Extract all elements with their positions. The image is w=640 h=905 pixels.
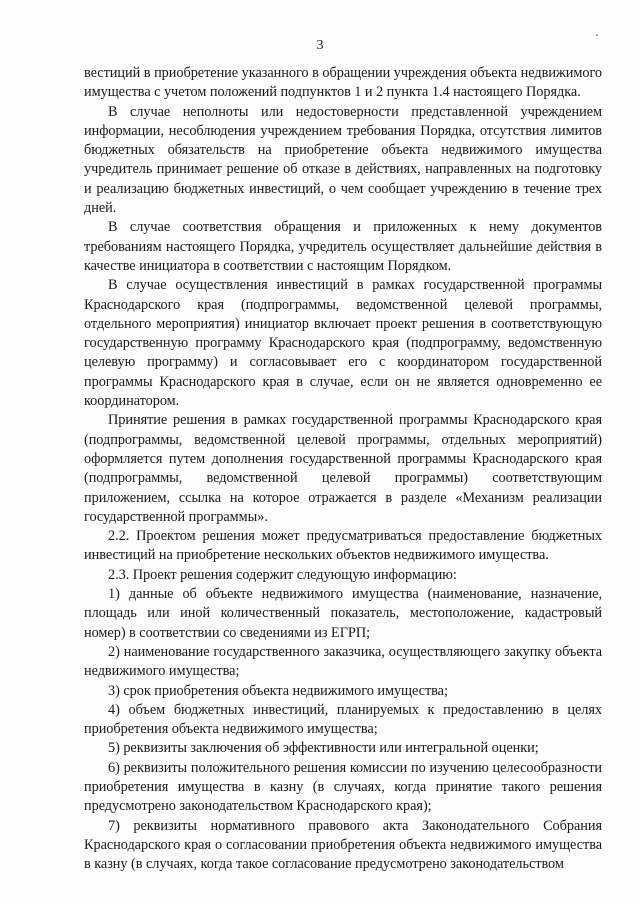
list-item-6: 6) реквизиты положительного решения комиссии по изучению целесообразности приобретения имущества в казну (в случаях, когда принятие такого решения предусмотрено законодательством Краснодарского края); [84, 759, 602, 815]
scan-speck [596, 34, 598, 36]
paragraph-state-program: В случае осуществления инвестиций в рамках государственной программы Краснодарского края (подпрограммы, ведомственной целевой программы, отдельного мероприятия) инициатор включает проект решения в соответствующую государственную программу Краснодарского края (подпрограмму, ведомственную целевую программу) и согласовывает его с координатором государственной программы Краснодарского края в случае, если он не является одновременно ее координатором. [84, 277, 602, 410]
list-item-7: 7) реквизиты нормативного правового акта Законодательного Собрания Краснодарского края о согласовании приобретения объекта недвижимого имущества в казну (в случаях, когда такое согласование предусмотрено законодательством [84, 817, 602, 873]
paragraph-decision: Принятие решения в рамках государственной программы Краснодарского края (подпрограммы, ведомственной целевой программы, отдельных мероприятий) оформляется путем дополнения государственной программы Краснодарского края (подпрограммы, ведомственной целевой программы) соответствующим приложением, ссылка на которое отражается в разделе «Механизм реализации государственной программы». [84, 412, 602, 525]
list-item-4: 4) объем бюджетных инвестиций, планируемых к предоставлению в целях приобретения объекта недвижимого имущества; [84, 701, 602, 738]
page-number: 3 [316, 38, 324, 53]
paragraph-2-3: 2.3. Проект решения содержит следующую информацию: [108, 566, 457, 583]
list-item-1: 1) данные об объекте недвижимого имущества (наименование, назначение, площадь или иной количественный показатель, местоположение, кадастровый номер) в соответствии со сведениями из ЕГРП; [84, 586, 602, 641]
paragraph-2-2: 2.2. Проектом решения может предусматриваться предоставление бюджетных инвестиций на приобретение нескольких объектов недвижимого имущества. [84, 528, 602, 564]
list-item-5: 5) реквизиты заключения об эффективности или интегральной оценки; [108, 740, 539, 757]
paragraph-incomplete-info: В случае неполноты или недостоверности представленной учреждением информации, несоблюдения учреждением требования Порядка, отсутствия лимитов бюджетных обязательств на приобретение объекта недвижимого имущества учредитель принимает решение об отказе в действиях, направленных на подготовку и реализацию бюджетных инвестиций, о чем сообщает учреждению в течение трех дней. [84, 103, 602, 217]
list-item-3: 3) срок приобретения объекта недвижимого имущества; [108, 682, 448, 699]
paragraph-compliance: В случае соответствия обращения и приложенных к нему документов требованиям настоящего Порядка, учредитель осуществляет дальнейшие действия в качестве инициатора в соответствии с настоящим Порядком. [84, 219, 602, 274]
list-item-2: 2) наименование государственного заказчика, осуществляющего закупку объекта недвижимого имущества; [84, 643, 602, 680]
document-body [84, 64, 602, 874]
paragraph-continuation: вестиций в приобретение указанного в обращении учреждения объекта недвижимого имущества с учетом положений подпунктов 1 и 2 пункта 1.4 настоящего Порядка. [84, 65, 602, 101]
